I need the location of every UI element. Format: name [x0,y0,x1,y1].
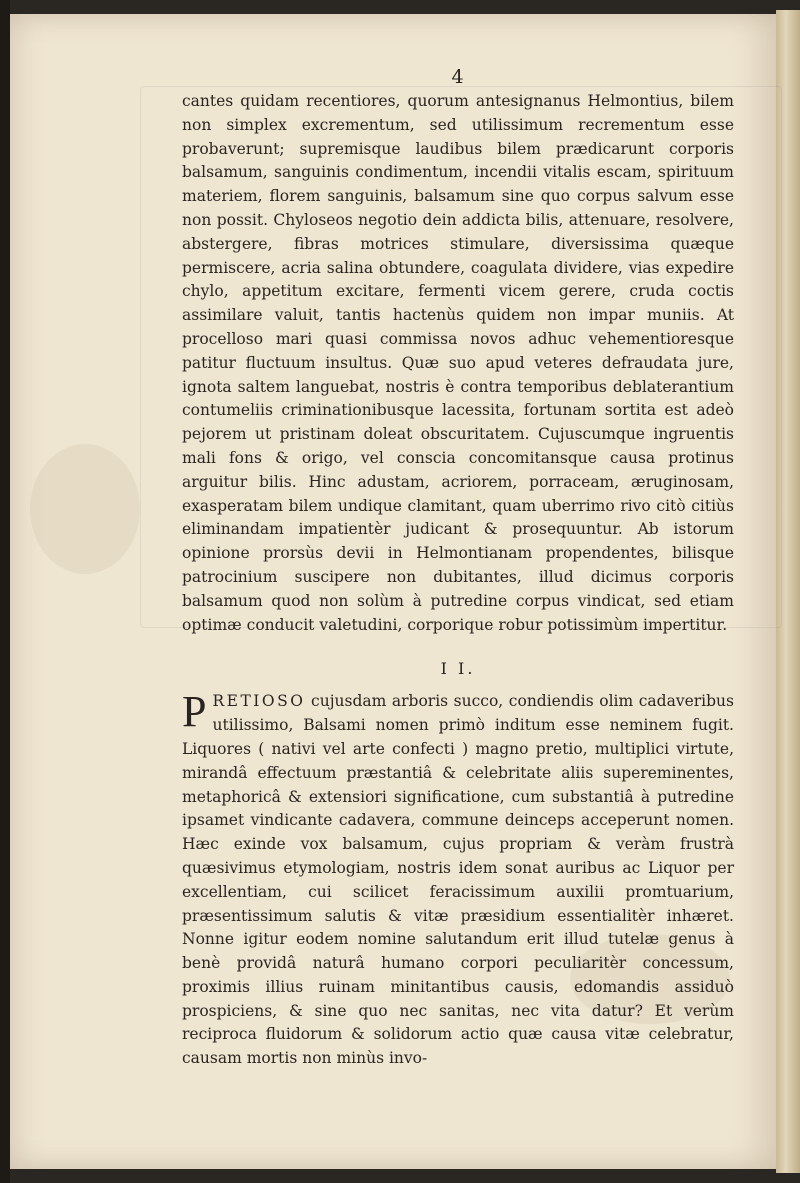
paragraph-2-body: cujusdam arboris succo, condiendis olim cadaveribus utilissimo, Balsami nomen primò inditum esse neminem fugit. Liquores ( nativi vel arte confecti ) magno pretio, multiplici virtute, mirandâ effectuum præstantiâ & celebritate aliis supereminentes, metaphoricâ & extensiori significatione, cum substantiâ à putredine ipsamet vindicante cadavera, commune deinceps acceperunt nomen. Hæc exinde vox balsamum, cujus propriam & veràm frustrà quæsivimus etymologiam, nostris idem sonat auribus ac Liquor per excellentiam, cui scilicet feracissimum auxilii promtuarium, præsentissimum salutis & vitæ præsidium essentialitèr inhæret. Nonne igitur eodem nomine salutandum erit illud tutelæ genus à benè providâ naturâ humano corpori peculiaritèr concessum, proximis illius ruinam minitantibus causis, edomandis assiduò prospiciens, & sine quo nec sanitas, nec vita datur? Et verùm reciproca fluidorum & solidorum actio quæ causa vitæ celebratur, causam mortis non minùs invo- [182,692,734,1068]
page-number: 4 [451,66,465,88]
paragraph-2-lead-word: RETIOSO [212,692,306,711]
binding-shadow [0,0,10,1183]
drop-capital: P [182,687,207,737]
section-number: I I. [440,659,476,679]
page-content [182,66,734,1071]
paper-stain [30,444,140,574]
paragraph-1: cantes quidam recentiores, quorum antesignanus Helmontius, bilem non simplex excrementum, sed utilissimum recrementum esse probaverunt; supremisque laudibus bilem prædicarunt corporis balsamum, sanguinis condimentum, incendii vitalis escam, spirituum materiem, florem sanguinis, balsamum sine quo corpus salvum esse non possit. Chyloseos negotio dein addicta bilis, attenuare, resolvere, abstergere, fibras motrices stimulare, diversissima quæque permiscere, acria salina obtundere, coagulata dividere, vias expedire chylo, appetitum excitare, fermenti vicem gerere, cruda coctis assimilare valuit, tantis hactenùs quidem non impar muniis. At procelloso mari quasi commissa novos adhuc vehementioresque patitur fluctuum insultus. Quæ suo apud veteres defraudata jure, ignota saltem languebat, nostris è contra temporibus deblaterantium contumeliis criminationibusque lacessita, fortunam sortita est adeò pejorem ut pristinam doleat obscuritatem. Cujuscumque ingruentis mali fons & origo, vel conscia concomitansque causa protinus arguitur bilis. Hinc adustam, acriorem, porraceam, æruginosam, exasperatam bilem undique clamitant, quam uberrimo rivo citò citiùs eliminandam impatientèr judicant & prosequuntur. Ab istorum opinione prorsùs devii in Helmontianam propendentes, bilisque patrocinium suscipere non dubitantes, illud dicimus corporis balsamum quod non solùm à putredine corpus vindicat, sed etiam optimæ conducit valetudini, corporique robur potissimùm impertitur. [182,92,734,634]
paragraph-2 [182,687,734,1071]
